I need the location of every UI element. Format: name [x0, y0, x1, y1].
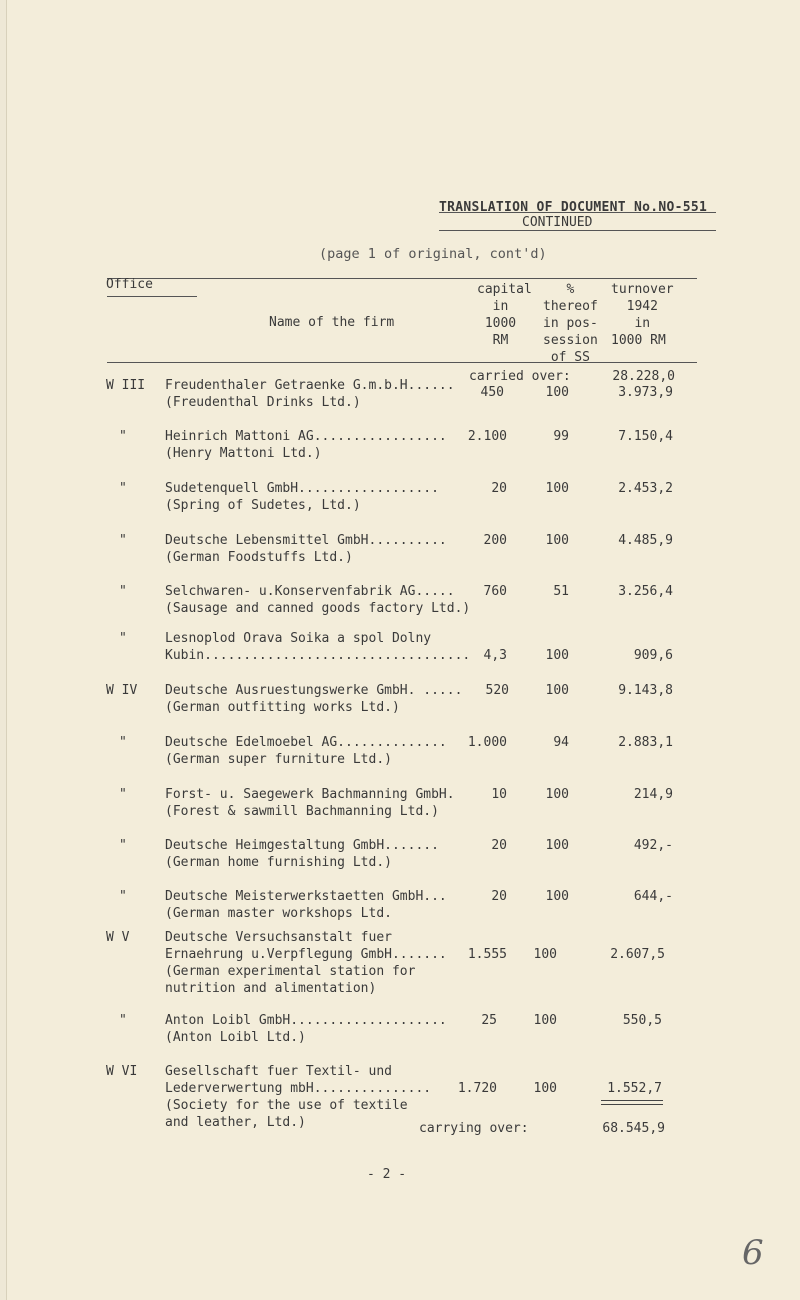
- capital-value: 1.720: [457, 1081, 497, 1096]
- turnover-value: 7.150,4: [618, 429, 673, 444]
- firm-translation: (Freudenthal Drinks Ltd.): [165, 395, 361, 410]
- firm-translation: (Spring of Sudetes, Ltd.): [165, 498, 361, 513]
- carrying-over-value: 68.545,9: [602, 1121, 665, 1136]
- capital-value: 1.555: [467, 947, 507, 962]
- ditto-mark: ": [119, 481, 127, 496]
- ditto-mark: ": [119, 533, 127, 548]
- firm-name: Deutsche Heimgestaltung GmbH.......: [165, 838, 439, 853]
- firm-name: Heinrich Mattoni AG.................: [165, 429, 447, 444]
- firm-translation: and leather, Ltd.): [165, 1115, 306, 1130]
- office-code: W V: [106, 930, 130, 945]
- percent-value: 100: [533, 1081, 557, 1096]
- firm-translation: (German Foodstuffs Ltd.): [165, 550, 353, 565]
- firm-translation: (Anton Loibl Ltd.): [165, 1030, 306, 1045]
- firm-translation: (Forest & sawmill Bachmanning Ltd.): [165, 804, 439, 819]
- column-header-turnover: turnover 1942 in 1000 RM: [611, 282, 674, 348]
- percent-value: 94: [553, 735, 569, 750]
- ditto-mark: ": [119, 787, 127, 802]
- firm-name: Ernaehrung u.Verpflegung GmbH.......: [165, 947, 447, 962]
- turnover-value: 3.973,9: [618, 385, 673, 400]
- carried-over-value: 28.228,0: [612, 369, 675, 384]
- ditto-mark: ": [119, 1013, 127, 1028]
- document-page: [6, 0, 800, 1300]
- firm-name: Deutsche Lebensmittel GmbH..........: [165, 533, 447, 548]
- percent-value: 100: [533, 1013, 557, 1028]
- ditto-mark: ": [119, 429, 127, 444]
- percent-value: 100: [533, 947, 557, 962]
- firm-translation: (German super furniture Ltd.): [165, 752, 392, 767]
- page-note: (page 1 of original, cont'd): [319, 246, 547, 262]
- turnover-value: 2.883,1: [618, 735, 673, 750]
- firm-translation: (Henry Mattoni Ltd.): [165, 446, 322, 461]
- column-header-office: Office: [106, 277, 153, 292]
- sum-underline: [601, 1104, 663, 1105]
- turnover-value: 492,-: [633, 838, 673, 853]
- turnover-value: 214,9: [633, 787, 673, 802]
- firm-name: Forst- u. Saegewerk Bachmanning GmbH.: [165, 787, 455, 802]
- carried-over-label: carried over:: [469, 369, 571, 384]
- firm-translation: (German master workshops Ltd.: [165, 906, 392, 921]
- capital-value: 450: [480, 385, 504, 400]
- column-header-capital: capital in 1000 RM: [477, 282, 532, 348]
- percent-value: 51: [553, 584, 569, 599]
- handwritten-mark: 6: [742, 1233, 764, 1273]
- firm-name: Gesellschaft fuer Textil- und: [165, 1064, 392, 1079]
- firm-name: Deutsche Edelmoebel AG..............: [165, 735, 447, 750]
- firm-name: Anton Loibl GmbH....................: [165, 1013, 447, 1028]
- percent-value: 100: [545, 533, 569, 548]
- table-top-rule: [107, 278, 697, 279]
- office-header-rule: [107, 296, 197, 297]
- firm-translation: (German experimental station for: [165, 964, 416, 979]
- sum-underline: [601, 1100, 663, 1101]
- firm-name: Lederverwertung mbH...............: [165, 1081, 432, 1096]
- capital-value: 10: [491, 787, 507, 802]
- firm-translation: (German home furnishing Ltd.): [165, 855, 392, 870]
- percent-value: 100: [545, 385, 569, 400]
- turnover-value: 9.143,8: [618, 683, 673, 698]
- page-number: - 2 -: [367, 1167, 407, 1182]
- firm-translation: nutrition and alimentation): [165, 981, 377, 996]
- firm-translation: (Sausage and canned goods factory Ltd.): [165, 601, 471, 616]
- capital-value: 760: [483, 584, 507, 599]
- percent-value: 100: [545, 481, 569, 496]
- ditto-mark: ": [119, 584, 127, 599]
- office-code: W VI: [106, 1064, 138, 1079]
- turnover-value: 3.256,4: [618, 584, 673, 599]
- turnover-value: 909,6: [633, 648, 673, 663]
- firm-name: Deutsche Versuchsanstalt fuer: [165, 930, 392, 945]
- capital-value: 20: [491, 838, 507, 853]
- capital-value: 25: [481, 1013, 497, 1028]
- firm-name: Sudetenquell GmbH..................: [165, 481, 439, 496]
- firm-translation: (Society for the use of textile: [165, 1098, 408, 1113]
- turnover-value: 644,-: [633, 889, 673, 904]
- subtitle-rule: [439, 230, 716, 231]
- firm-name: Lesnoplod Orava Soika a spol Dolny: [165, 631, 432, 646]
- capital-value: 20: [491, 889, 507, 904]
- title-underline: [439, 212, 716, 213]
- capital-value: 520: [485, 683, 509, 698]
- capital-value: 1.000: [467, 735, 507, 750]
- percent-value: 100: [545, 683, 569, 698]
- office-code: W IV: [106, 683, 138, 698]
- column-header-name: Name of the firm: [269, 315, 395, 330]
- firm-name: Deutsche Meisterwerkstaetten GmbH...: [165, 889, 447, 904]
- turnover-value: 1.552,7: [607, 1081, 662, 1096]
- column-header-percent: % thereof in pos- session of SS: [543, 282, 598, 365]
- office-code: W III: [106, 378, 146, 393]
- firm-name: Deutsche Ausruestungswerke GmbH. .....: [165, 683, 463, 698]
- ditto-mark: ": [119, 838, 127, 853]
- capital-value: 4,3: [483, 648, 507, 663]
- percent-value: 100: [545, 889, 569, 904]
- carrying-over-label: carrying over:: [419, 1121, 529, 1136]
- firm-name: Kubin..................................: [165, 648, 471, 663]
- table-header-bottom-rule: [107, 362, 697, 363]
- percent-value: 100: [545, 838, 569, 853]
- ditto-mark: ": [119, 889, 127, 904]
- percent-value: 100: [545, 648, 569, 663]
- percent-value: 100: [545, 787, 569, 802]
- capital-value: 200: [483, 533, 507, 548]
- ditto-mark: ": [119, 631, 127, 646]
- capital-value: 2.100: [467, 429, 507, 444]
- turnover-value: 4.485,9: [618, 533, 673, 548]
- turnover-value: 2.453,2: [618, 481, 673, 496]
- firm-translation: (German outfitting works Ltd.): [165, 700, 400, 715]
- firm-name: Freudenthaler Getraenke G.m.b.H......: [165, 378, 455, 393]
- ditto-mark: ": [119, 735, 127, 750]
- percent-value: 99: [553, 429, 569, 444]
- document-title: TRANSLATION OF DOCUMENT No.NO-551: [439, 200, 708, 215]
- capital-value: 20: [491, 481, 507, 496]
- document-subtitle: CONTINUED: [522, 215, 593, 230]
- firm-name: Selchwaren- u.Konservenfabrik AG.....: [165, 584, 455, 599]
- turnover-value: 2.607,5: [610, 947, 665, 962]
- turnover-value: 550,5: [622, 1013, 662, 1028]
